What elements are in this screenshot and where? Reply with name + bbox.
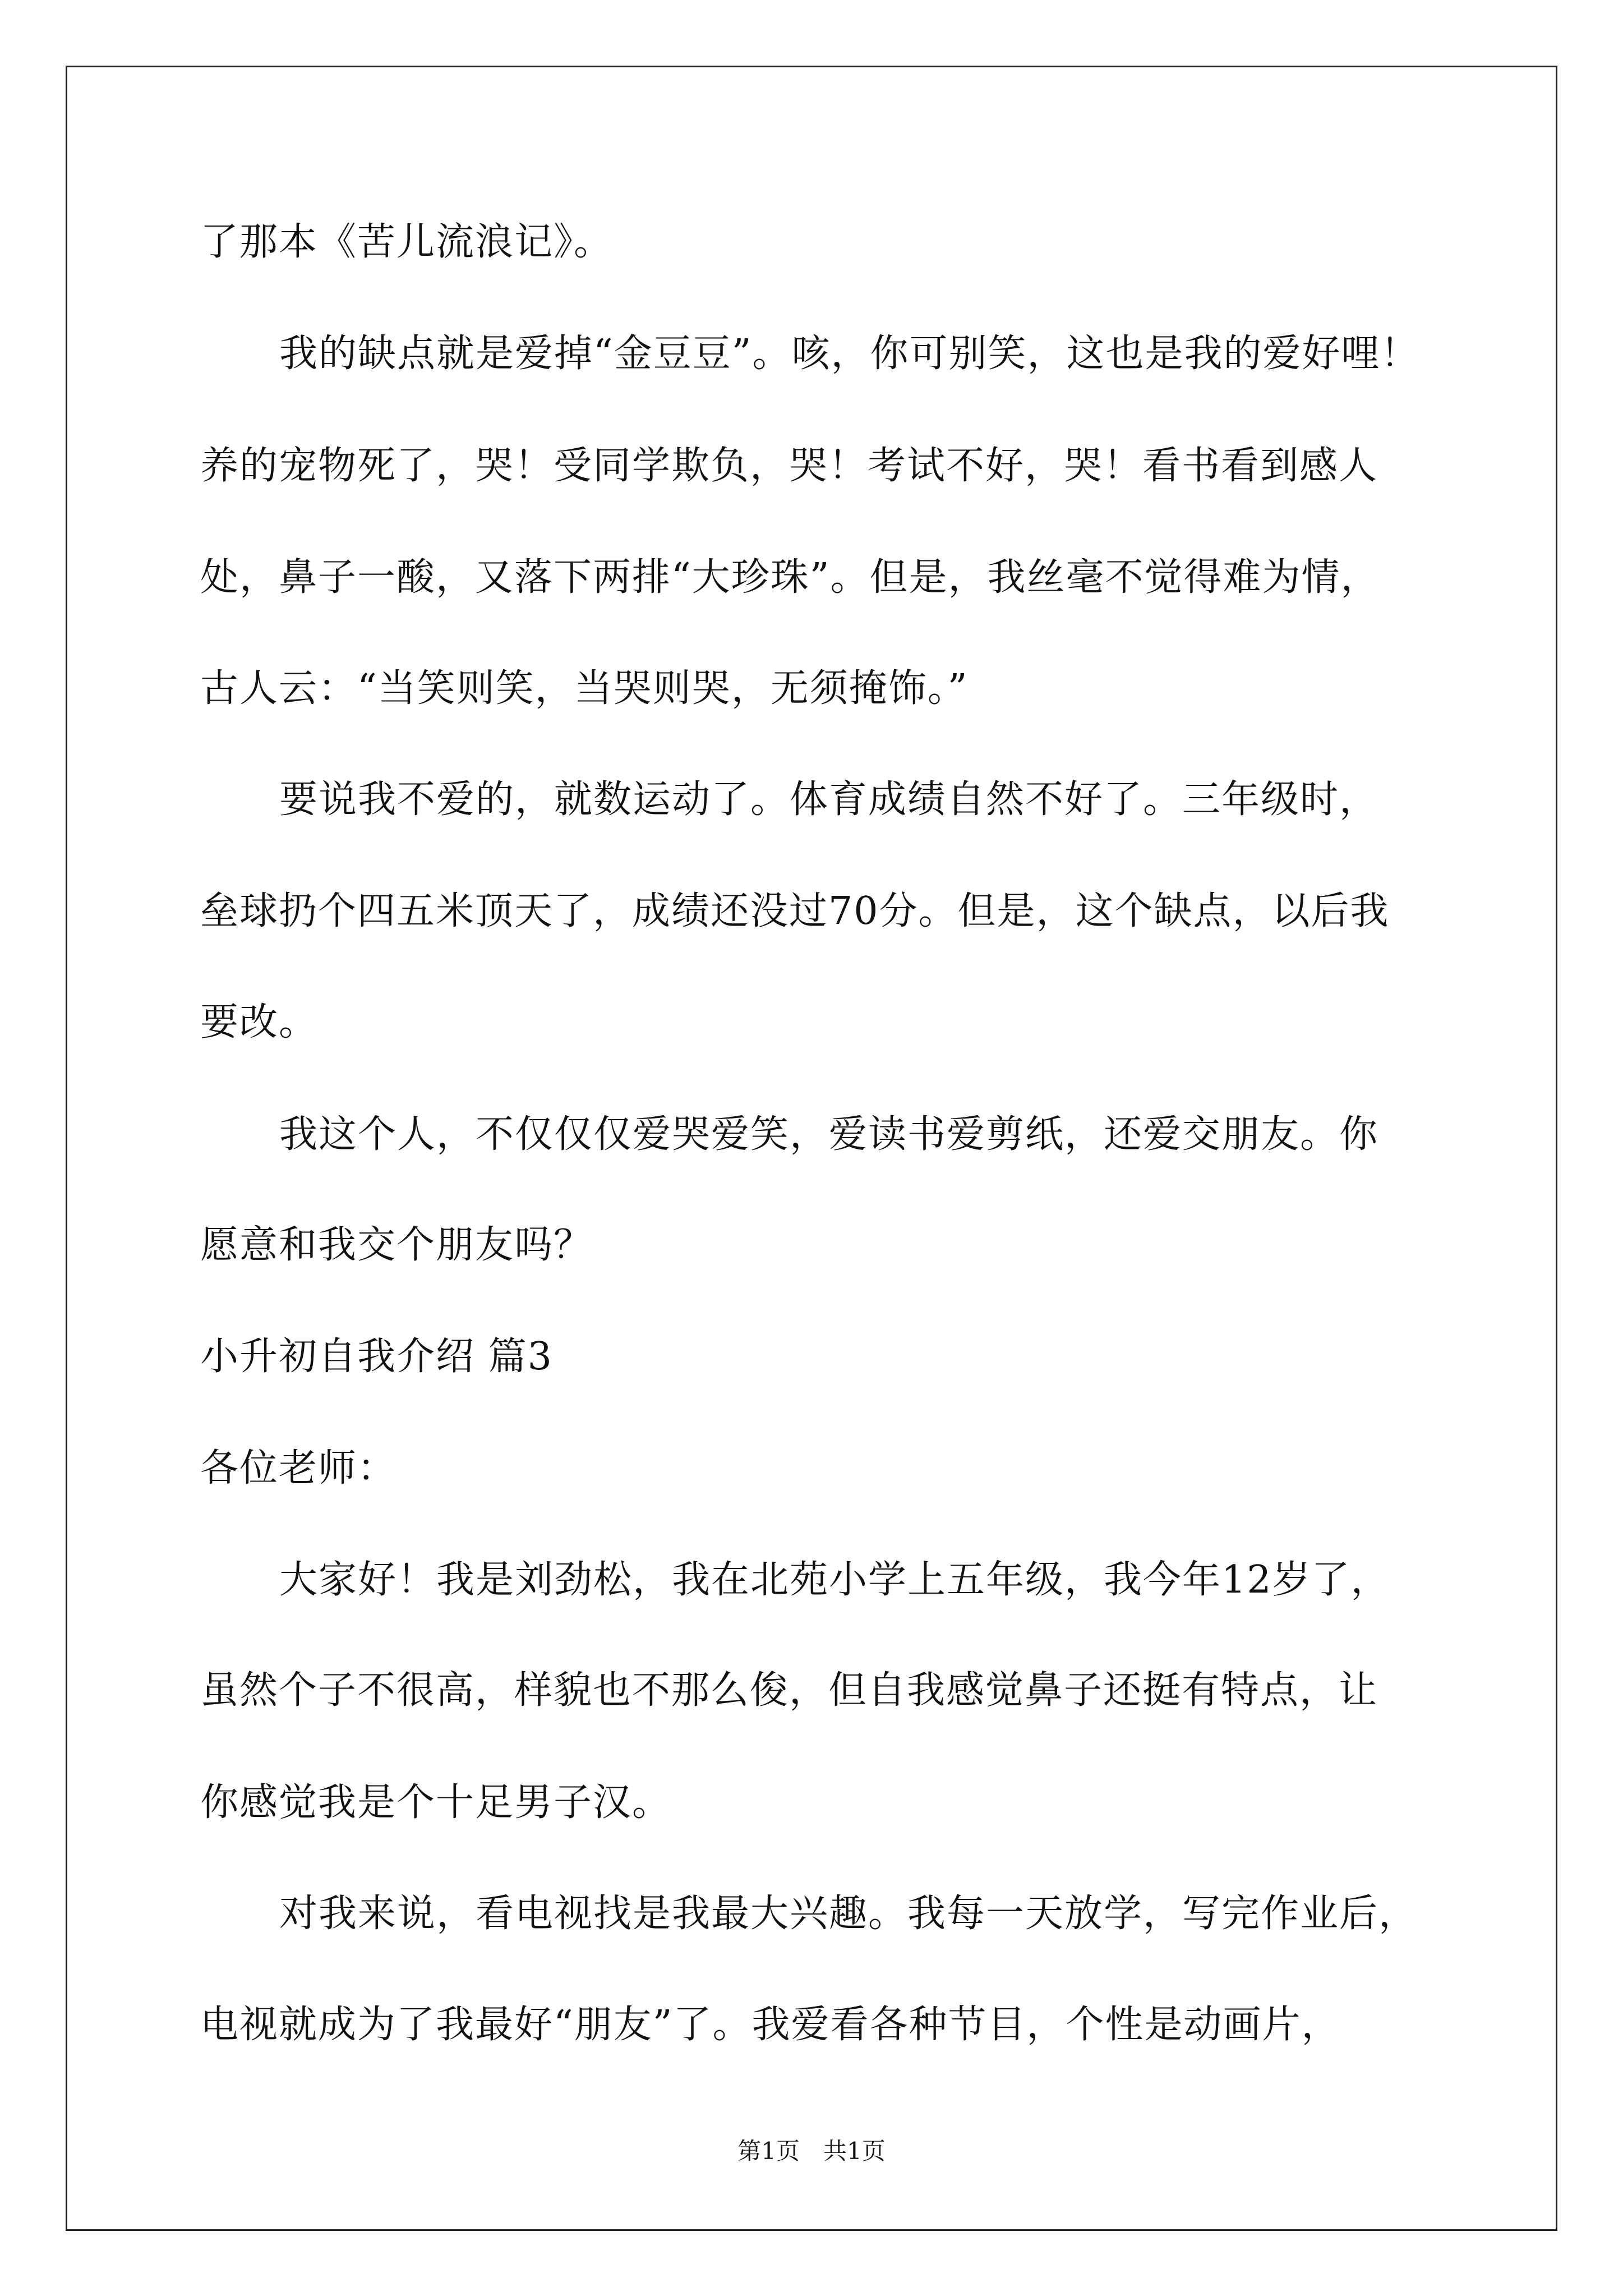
text-line: 要改。 xyxy=(200,1000,319,1045)
text-line: 电视就成为了我最好“朋友”了。我爱看各种节目，个性是动画片， xyxy=(200,2003,1341,2047)
text-line: 处，鼻子一酸，又落下两排“大珍珠”。但是，我丝毫不觉得难为情， xyxy=(200,555,1380,600)
text-line: 你感觉我是个十足男子汉。 xyxy=(200,1780,672,1825)
text-line: 了那本《苦儿流浪记》。 xyxy=(200,220,614,264)
page-number-footer: 第1页 共1页 xyxy=(737,2137,886,2165)
text-line: 养的宠物死了，哭！受同学欺负，哭！考试不好，哭！看书看到感人 xyxy=(200,444,1378,488)
section-heading: 小升初自我介绍 篇3 xyxy=(200,1335,553,1379)
paragraph-line: 对我来说，看电视找是我最大兴趣。我每一天放学，写完作业后， xyxy=(279,1892,1418,1936)
text-line: 古人云：“当笑则笑，当哭则哭，无须掩饰。” xyxy=(200,666,969,711)
text-line: 虽然个子不很高，样貌也不那么俊，但自我感觉鼻子还挺有特点，让 xyxy=(200,1668,1378,1713)
text-line: 愿意和我交个朋友吗？ xyxy=(200,1223,593,1267)
text-line: 垒球扔个四五米顶天了，成绩还没过70分。但是，这个缺点，以后我 xyxy=(200,889,1390,933)
paragraph-line: 我这个人，不仅仅仅爱哭爱笑，爱读书爱剪纸，还爱交朋友。你 xyxy=(279,1112,1379,1157)
paragraph-line: 要说我不爱的，就数运动了。体育成绩自然不好了。三年级时， xyxy=(279,777,1379,822)
paragraph-line: 我的缺点就是爱掉“金豆豆”。咳，你可别笑，这也是我的爱好哩！ xyxy=(279,332,1420,376)
salutation: 各位老师： xyxy=(200,1446,397,1490)
paragraph-line: 大家好！我是刘劲松，我在北苑小学上五年级，我今年12岁了， xyxy=(279,1558,1390,1602)
